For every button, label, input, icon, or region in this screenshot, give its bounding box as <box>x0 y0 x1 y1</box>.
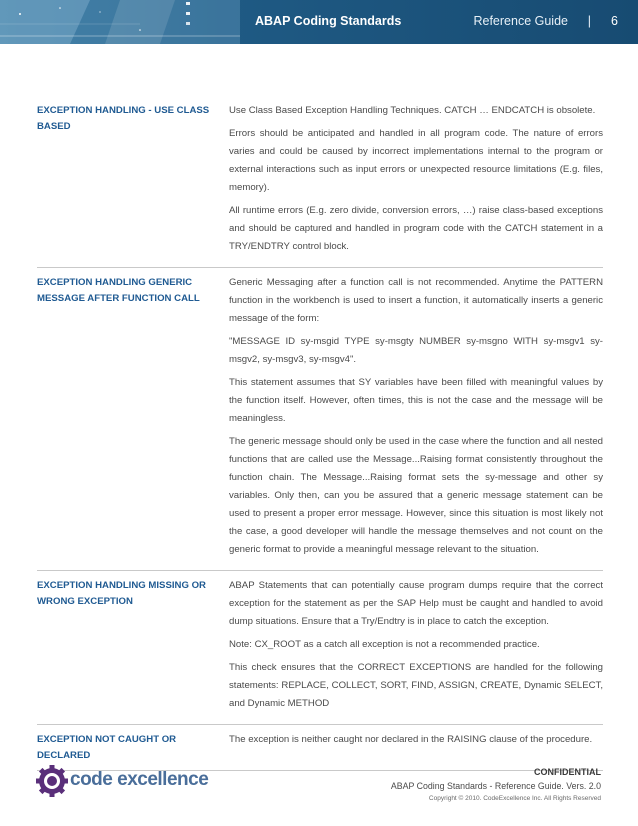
rule-label: EXCEPTION HANDLING MISSING OR WRONG EXCEPTION <box>37 580 206 607</box>
paragraph: Note: CX_ROOT as a catch all exception is not a recommended practice. <box>229 639 540 650</box>
table-row <box>37 268 603 571</box>
paragraph: Use Class Based Exception Handling Techniques. CATCH … ENDCATCH is obsolete. <box>229 105 596 116</box>
table-row <box>37 96 603 268</box>
rule-description <box>229 577 603 718</box>
paragraph: This statement assumes that SY variables have been filled with meaningful values by the function itself. However, often times, this is not the case and the message will be meaningless. <box>229 377 603 424</box>
paragraph: ABAP Statements that can potentially cause program dumps require that the correct exception for the statement as per the SAP Help must be caught and handled to avoid dump situations. Ensure that a Try/Endtry is in place to catch the exception. <box>229 580 603 627</box>
reference-guide-label: Reference Guide <box>473 14 568 28</box>
table-row <box>37 571 603 725</box>
paragraph: "MESSAGE ID sy-msgid TYPE sy-msgty NUMBER sy-msgno WITH sy-msgv1 sy-msgv2, sy-msgv3, sy-msgv4". <box>229 336 603 365</box>
paragraph: This check ensures that the CORRECT EXCEPTIONS are handled for the following statements: REPLACE, COLLECT, SORT, FIND, ASSIGN, CREATE, Dynamic SELECT, and Dynamic METHOD <box>229 662 603 709</box>
paragraph: Errors should be anticipated and handled in all program code. The nature of errors varies and could be caused by incorrect implementations internal to the program or external interactions such as input errors or unexpected resource limitations (E.g. files, memory). <box>229 128 603 193</box>
rule-description <box>229 274 603 564</box>
standards-table <box>37 96 603 771</box>
paragraph: Generic Messaging after a function call is not recommended. Anytime the PATTERN function in the workbench is used to insert a function, it automatically inserts a generic message of the form: <box>229 277 603 324</box>
rule-description <box>229 102 603 261</box>
document-title: ABAP Coding Standards <box>255 14 402 28</box>
rule-label: EXCEPTION HANDLING - USE CLASS BASED <box>37 105 210 132</box>
page-footer <box>0 755 638 826</box>
paragraph: The generic message should only be used in the case where the function and all nested functions that are called use the Message...Raising format consistently throughout the function chain. The Message...Raising format sets the sy-message and other sy variables. Only then, can you be assured that a generic message statement can be used to present a proper error message. However, since this situation is most likely not the case, a good developer will handle the message themselves and not count on the generic format to provide a meaningful message relevant to the situation. <box>229 436 603 555</box>
header-separator: | <box>587 14 591 28</box>
copyright-text: Copyright © 2010. CodeExcellence Inc. All Rights Reserved <box>428 795 601 802</box>
rule-label: EXCEPTION HANDLING GENERIC MESSAGE AFTER FUNCTION CALL <box>37 277 200 304</box>
page-number: 6 <box>611 14 618 28</box>
company-logo <box>36 763 209 799</box>
paragraph: The exception is neither caught nor declared in the RAISING clause of the procedure. <box>229 734 593 745</box>
rule-label: EXCEPTION NOT CAUGHT OR DECLARED <box>37 734 177 761</box>
paragraph: All runtime errors (E.g. zero divide, conversion errors, …) raise class-based exceptions and should be captured and handled in program code with the CATCH statement in a TRY/ENDTRY control block. <box>229 205 603 252</box>
header-decoration <box>0 0 240 44</box>
logo-wordmark: code excellence <box>70 769 209 790</box>
confidential-label: CONFIDENTIAL <box>534 767 601 777</box>
page-header <box>0 0 638 44</box>
footer-guide-version: ABAP Coding Standards - Reference Guide. Vers. 2.0 <box>390 781 601 791</box>
